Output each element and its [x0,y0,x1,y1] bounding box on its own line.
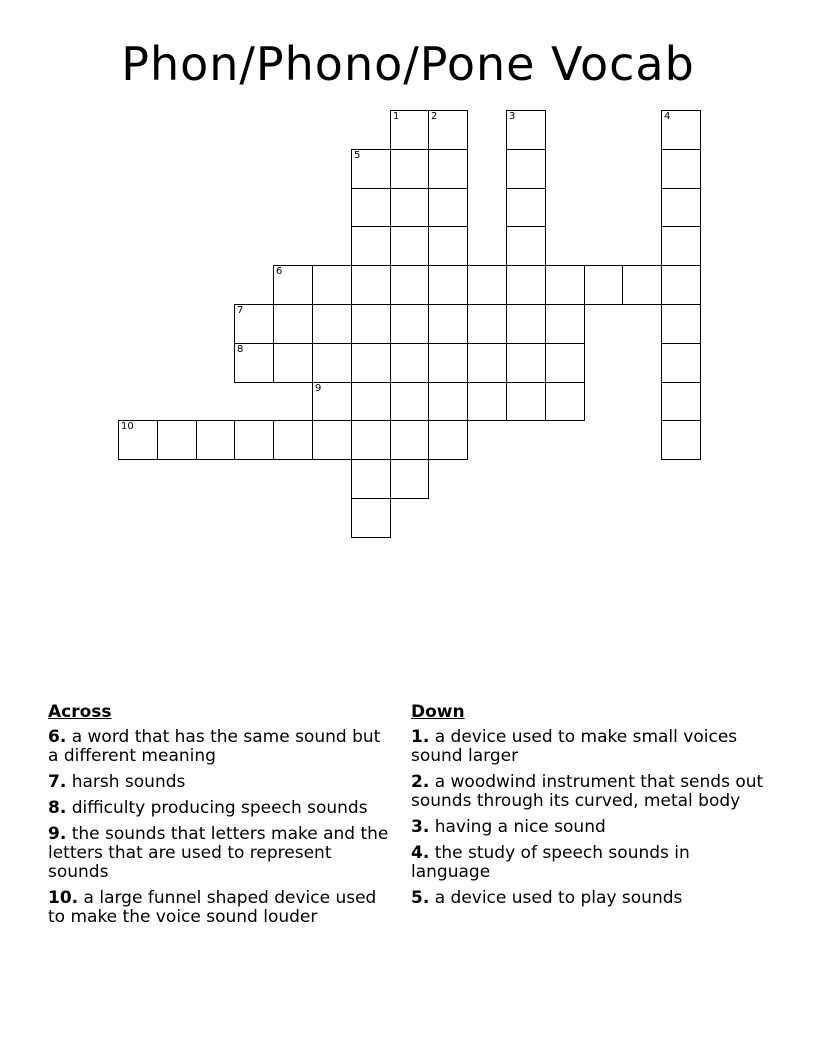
grid-cell[interactable] [390,459,429,499]
cell-number: 1 [393,111,400,122]
clue-text: the study of speech sounds in language [411,843,690,882]
clue-text: a woodwind instrument that sends out sounds through its curved, metal body [411,772,764,811]
grid-cell[interactable] [428,110,468,150]
grid-cell[interactable] [661,304,701,344]
grid-cell[interactable] [390,265,429,305]
grid-cell[interactable] [196,420,235,460]
grid-cell[interactable] [584,265,623,305]
grid-cell[interactable] [661,110,701,150]
clue-text: a large funnel shaped device used to make the voice sound louder [48,888,377,927]
grid-cell[interactable] [234,420,274,460]
grid-cell[interactable] [428,265,468,305]
grid-cell[interactable] [428,226,468,266]
grid-cell[interactable] [506,110,546,150]
grid-cell[interactable] [312,420,352,460]
grid-cell[interactable] [273,343,313,383]
cell-number: 7 [237,305,244,316]
clue-number: 4. [411,843,430,863]
grid-cell[interactable] [428,343,468,383]
down-clue-3 [411,818,771,837]
grid-cell[interactable] [390,110,429,150]
grid-cell[interactable] [545,304,585,344]
clue-text: the sounds that letters make and the letters that are used to represent sounds [48,824,389,882]
down-clues [411,703,771,915]
across-clue-9 [48,825,393,882]
grid-cell[interactable] [428,304,468,344]
grid-cell[interactable] [661,149,701,189]
cell-number: 6 [276,266,283,277]
across-clue-6 [48,728,393,766]
grid-cell[interactable] [157,420,197,460]
across-clue-7 [48,773,393,792]
grid-cell[interactable] [545,265,585,305]
grid-cell[interactable] [351,498,391,538]
grid-cell[interactable] [390,226,429,266]
clue-number: 7. [48,772,67,792]
grid-cell[interactable] [467,343,507,383]
clue-text: a word that has the same sound but a different meaning [48,727,381,766]
clue-text: a device used to play sounds [429,888,683,908]
grid-cell[interactable] [273,265,313,305]
clue-number: 9. [48,824,67,844]
grid-cell[interactable] [428,382,468,421]
grid-cell[interactable] [351,226,391,266]
across-heading: Across [48,702,112,722]
clue-number: 3. [411,817,430,837]
grid-cell[interactable] [351,188,391,227]
clue-number: 1. [411,727,430,747]
grid-cell[interactable] [273,420,313,460]
grid-cell[interactable] [506,149,546,189]
across-clue-8 [48,799,393,818]
page-title: Phon/Phono/Pone Vocab [121,37,695,91]
clue-text: difficulty producing speech sounds [66,798,368,818]
grid-cell[interactable] [390,304,429,344]
grid-cell[interactable] [506,382,546,421]
down-heading: Down [411,702,465,722]
grid-cell[interactable] [234,304,274,344]
grid-cell[interactable] [390,343,429,383]
grid-cell[interactable] [351,420,391,460]
grid-cell[interactable] [390,420,429,460]
grid-cell[interactable] [661,382,701,421]
grid-cell[interactable] [312,343,352,383]
grid-cell[interactable] [467,304,507,344]
grid-cell[interactable] [428,188,468,227]
grid-cell[interactable] [390,382,429,421]
clue-text: a device used to make small voices sound larger [411,727,738,766]
grid-cell[interactable] [545,343,585,383]
clue-number: 6. [48,727,67,747]
grid-cell[interactable] [506,343,546,383]
clue-text: harsh sounds [66,772,186,792]
grid-cell[interactable] [273,304,313,344]
grid-cell[interactable] [118,420,158,460]
grid-cell[interactable] [351,382,391,421]
grid-cell[interactable] [428,149,468,189]
grid-cell[interactable] [545,382,585,421]
grid-cell[interactable] [234,343,274,383]
grid-cell[interactable] [351,304,391,344]
cell-number: 10 [121,421,134,432]
grid-cell[interactable] [661,420,701,460]
grid-cell[interactable] [351,459,391,499]
grid-cell[interactable] [622,265,662,305]
grid-cell[interactable] [351,265,391,305]
grid-cell[interactable] [390,188,429,227]
down-clue-5 [411,889,771,908]
cell-number: 2 [431,111,438,122]
grid-cell[interactable] [661,265,701,305]
grid-cell[interactable] [661,343,701,383]
grid-cell[interactable] [467,382,507,421]
clue-number: 2. [411,772,430,792]
grid-cell[interactable] [506,304,546,344]
cell-number: 8 [237,344,244,355]
grid-cell[interactable] [390,149,429,189]
grid-cell[interactable] [312,382,352,421]
grid-cell[interactable] [661,226,701,266]
grid-cell[interactable] [428,420,468,460]
grid-cell[interactable] [312,265,352,305]
cell-number: 5 [354,150,361,161]
cell-number: 4 [664,111,671,122]
grid-cell[interactable] [506,226,546,266]
across-clue-10 [48,889,393,927]
down-clue-2 [411,773,771,811]
grid-cell[interactable] [661,188,701,227]
grid-cell[interactable] [506,188,546,227]
clue-number: 8. [48,798,67,818]
down-clue-1 [411,728,771,766]
clue-number: 5. [411,888,430,908]
grid-cell[interactable] [467,265,507,305]
down-clue-4 [411,844,771,882]
across-clues [48,703,393,934]
cell-number: 3 [509,111,516,122]
grid-cell[interactable] [506,265,546,305]
grid-cell[interactable] [351,343,391,383]
cell-number: 9 [315,383,322,394]
grid-cell[interactable] [351,149,391,189]
grid-cell[interactable] [312,304,352,344]
clue-number: 10. [48,888,79,908]
clue-text: having a nice sound [429,817,606,837]
